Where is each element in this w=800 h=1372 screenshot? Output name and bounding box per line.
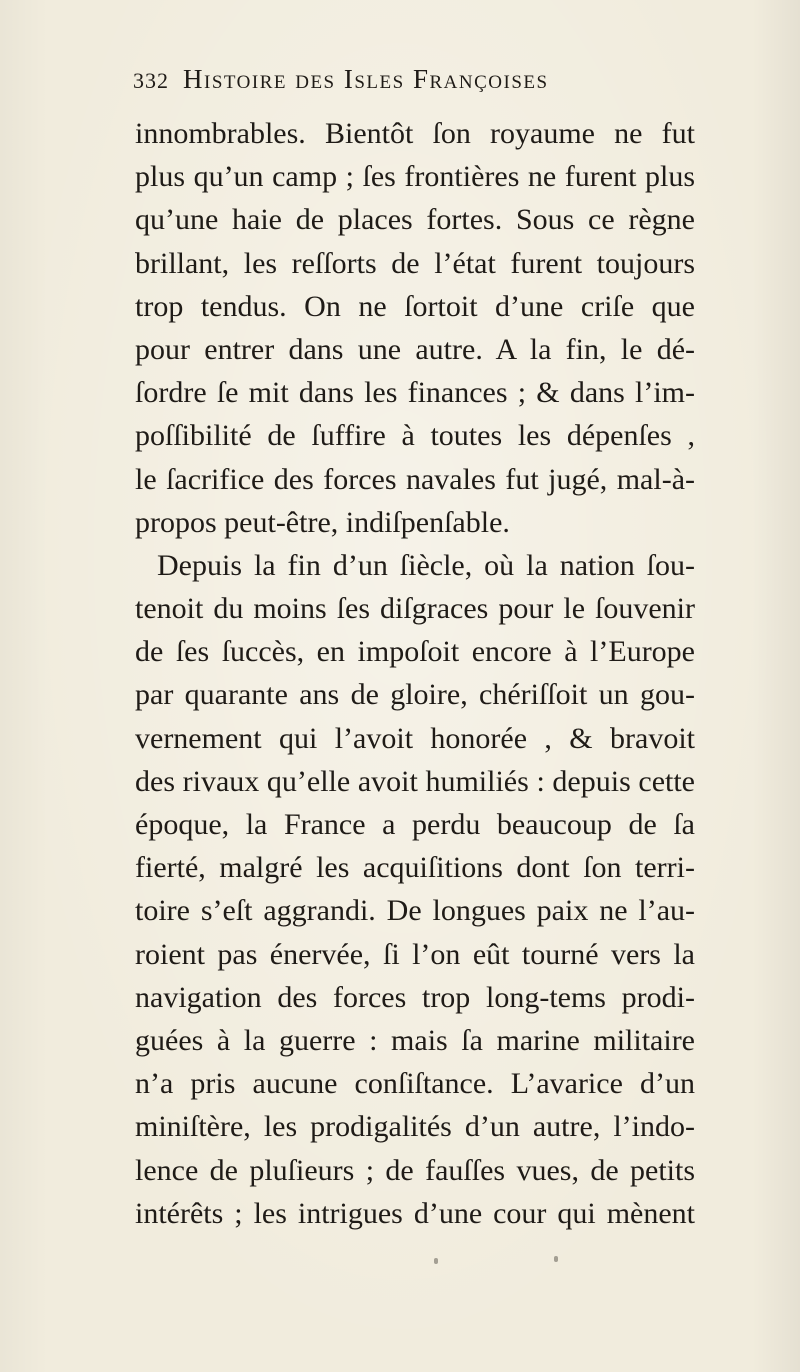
text-line: lence de pluſieurs ; de fauſſes vues, de petits (135, 1153, 695, 1187)
text-line: qu’une haie de places fortes. Sous ce règne (135, 203, 695, 237)
text-line: trop tendus. On ne ſortoit d’une criſe que (135, 289, 695, 323)
text-line: brillant, les reſſorts de l’état furent toujours (135, 246, 695, 280)
page-number: 332 (133, 68, 169, 93)
text-line: poſſibilité de ſuffire à toutes les dépenſes , (135, 419, 695, 453)
text-line: par quarante ans de gloire, chériſſoit un gou- (135, 678, 695, 712)
running-title: Histoire des Isles Françoises (183, 64, 549, 94)
text-line: n’a pris aucune conſiſtance. L’avarice d’un (135, 1067, 695, 1101)
paragraph-end-line: propos peut-être, indiſpenſable. (135, 505, 510, 539)
text-line: fierté, malgré les acquiſitions dont ſon terri- (135, 851, 695, 885)
text-line: vernement qui l’avoit honorée , & bravoit (135, 721, 695, 755)
text-line: tenoit du moins ſes diſgraces pour le ſouvenir (135, 592, 695, 626)
ink-speck (554, 1256, 558, 1262)
text-line: navigation des forces trop long-tems prodi- (135, 980, 695, 1014)
ink-speck (434, 1258, 438, 1264)
text-line: de ſes ſuccès, en impoſoit encore à l’Europe (135, 635, 695, 669)
text-line: miniſtère, les prodigalités d’un autre, l’indo- (135, 1110, 695, 1144)
ink-specks (420, 1252, 580, 1272)
text-line: intérêts ; les intrigues d’une cour qui mènent (135, 1196, 695, 1230)
text-line: des rivaux qu’elle avoit humiliés : depuis cette (135, 764, 695, 798)
text-line: pour entrer dans une autre. A la fin, le dé- (135, 332, 695, 366)
running-header (133, 64, 693, 104)
text-line: époque, la France a perdu beaucoup de ſa (135, 808, 695, 841)
body-text (135, 112, 695, 1235)
paragraph-start-line: Depuis la fin d’un ſiècle, où la nation ſou- (157, 548, 695, 582)
text-line: toire s’eſt aggrandi. De longues paix ne l’au- (135, 894, 695, 928)
text-line: innombrables. Bientôt ſon royaume ne fut (135, 117, 695, 150)
text-line: le ſacrifice des forces navales fut jugé, mal-à- (135, 462, 695, 496)
text-line: roient pas énervée, ſi l’on eût tourné vers la (135, 937, 695, 971)
text-line: plus qu’un camp ; ſes frontières ne furent plus (135, 160, 695, 194)
text-line: guées à la guerre : mais ſa marine militaire (135, 1023, 695, 1057)
text-line: ſordre ſe mit dans les finances ; & dans l’im- (135, 376, 695, 410)
